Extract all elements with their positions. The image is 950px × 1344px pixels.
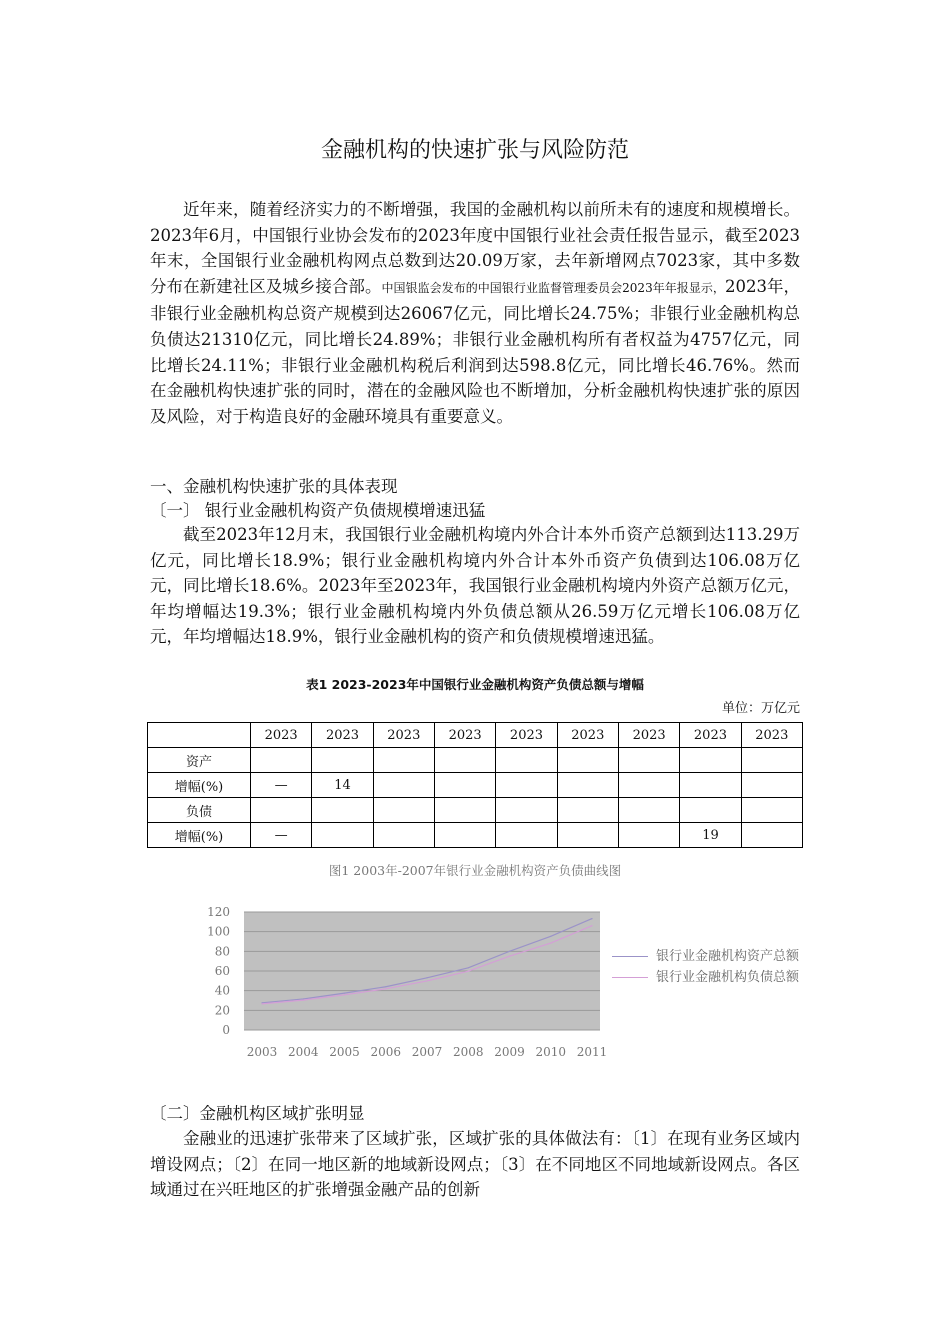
table-row-label: 增幅(%) [148, 773, 251, 798]
table-header-cell: 2023 [373, 723, 434, 748]
table-cell [373, 823, 434, 848]
y-tick-label: 80 [214, 944, 230, 959]
x-tick-label: 2006 [370, 1045, 402, 1059]
series-2-point [344, 994, 345, 995]
series-2-point [468, 971, 469, 972]
table-header-cell [148, 723, 251, 748]
data-table [147, 722, 803, 848]
table-header-cell: 2023 [251, 723, 312, 748]
table-row-label: 资产 [148, 748, 251, 773]
legend-label: 银行业金融机构负债总额 [656, 970, 800, 985]
y-tick-label: 120 [207, 905, 230, 919]
table-cell [496, 823, 557, 848]
series-1-point [426, 977, 427, 978]
series-2-point [550, 942, 551, 943]
y-tick-label: 0 [222, 1023, 230, 1037]
table-cell [496, 773, 557, 798]
x-tick-label: 2009 [494, 1045, 525, 1059]
table-cell [680, 798, 741, 823]
table-cell [373, 773, 434, 798]
series-1-point [385, 986, 386, 987]
series-2-point [303, 1000, 304, 1001]
table-cell [434, 823, 495, 848]
table-row [148, 773, 803, 798]
table-header-cell: 2023 [496, 723, 557, 748]
table-cell [557, 798, 618, 823]
line-chart [196, 898, 616, 1068]
x-tick-label: 2011 [576, 1045, 608, 1059]
series-1-point [550, 936, 551, 937]
series-2-point [591, 925, 592, 926]
table-cell [618, 748, 679, 773]
x-tick-label: 2010 [535, 1045, 567, 1059]
table-cell [434, 748, 495, 773]
intro-small-text: 中国银监会发布的中国银行业监督管理委员会2023年年报显示， [381, 280, 725, 295]
table-cell: — [251, 773, 312, 798]
x-tick-label: 2004 [287, 1045, 319, 1059]
legend-item [612, 967, 799, 988]
y-tick-label: 40 [214, 983, 230, 998]
table-cell: — [251, 823, 312, 848]
table-cell [741, 773, 802, 798]
table-cell [741, 798, 802, 823]
x-tick-label: 2005 [329, 1045, 360, 1059]
subsection-2-paragraph [150, 1126, 800, 1203]
table-row-label: 负债 [148, 798, 251, 823]
table-cell [434, 773, 495, 798]
chart-legend [612, 946, 799, 988]
legend-swatch [612, 956, 648, 957]
intro-main-text: 近年来，随着经济实力的不断增强，我国的金融机构以前所未有的速度和规模增长。2023年6月，中国银行业协会发布的2023年度中国银行业社会责任报告显示，截至2023年末，全国银行业金融机构网点总数到达20.09万家，去年新增网点7023家，其中多数分布在新建社区及城乡接合部。 [150, 200, 800, 296]
subsection-2-text: 金融业的迅速扩张带来了区域扩张，区域扩张的具体做法有：〔1〕在现有业务区域内增设网点；〔2〕在同一地区新的地域新设网点；〔3〕在不同地区不同地域新设网点。各区域通过在兴旺地区的扩张增强金融产品的创新 [150, 1129, 800, 1200]
table-cell [680, 773, 741, 798]
table-header-row [148, 723, 803, 748]
table-cell [741, 748, 802, 773]
document-title: 金融机构的快速扩张与风险防范 [320, 138, 629, 163]
x-tick-label: 2007 [411, 1045, 443, 1059]
intro-rest-text: 2023年，非银行业金融机构总资产规模到达26067亿元，同比增长24.75%；非银行业金融机构总负债达21310亿元，同比增长24.89%；非银行业金融机构所有者权益为4757亿元，同比增长24.11%；非银行业金融机构税后利润到达598.8亿元，同比增长46.76%。然而在金融机构快速扩张的同时，潜在的金融风险也不断增加，分析金融机构快速扩张的原因及风险，对于构造良好的金融环境具有重要意义。 [150, 276, 801, 426]
x-tick-label: 2003 [246, 1045, 278, 1059]
table-cell [496, 748, 557, 773]
table-unit: 单位：万亿元 [721, 701, 800, 716]
table-cell: 19 [680, 823, 741, 848]
subsection-1-paragraph [150, 522, 800, 650]
section-1-heading: 一、金融机构快速扩张的具体表现 [150, 477, 398, 496]
table-cell [557, 773, 618, 798]
table-row-label: 增幅(%) [148, 823, 251, 848]
subsection-1-heading: 〔一〕 银行业金融机构资产负债规模增速迅猛 [150, 501, 486, 520]
legend-swatch [612, 977, 648, 978]
table-header-cell: 2023 [557, 723, 618, 748]
table-row [148, 823, 803, 848]
table-cell [618, 823, 679, 848]
intro-paragraph [150, 197, 800, 429]
y-tick-label: 60 [214, 964, 230, 978]
table-cell [680, 748, 741, 773]
series-2-point [261, 1003, 262, 1004]
figure-caption: 图1 2003年-2007年银行业金融机构资产负债曲线图 [328, 863, 622, 878]
y-tick-label: 20 [214, 1003, 230, 1018]
series-1-point [591, 918, 592, 919]
series-1-point [303, 998, 304, 999]
subsection-2-heading: 〔二〕金融机构区域扩张明显 [150, 1104, 365, 1123]
table-header-cell: 2023 [741, 723, 802, 748]
table-cell [741, 823, 802, 848]
table-cell [618, 798, 679, 823]
table-cell [557, 748, 618, 773]
series-2-point [385, 988, 386, 989]
y-tick-label: 100 [207, 924, 230, 939]
table-header-cell: 2023 [680, 723, 741, 748]
table-cell [251, 798, 312, 823]
table-cell [312, 748, 373, 773]
table-cell [557, 823, 618, 848]
table-cell [312, 798, 373, 823]
subsection-1-text: 截至2023年12月末，我国银行业金融机构境内外合计本外币资产总额到达113.29万亿元，同比增长18.9%；银行业金融机构境内外合计本外币资产负债到达106.08万亿元，同比增长18.6%。2023年至2023年，我国银行业金融机构境内外资产总额万亿元，年均增幅达19.3%；银行业金融机构境内外负债总额从26.59万亿元增长106.08万亿元，年均增幅达18.9%，银行业金融机构的资产和负债规模增速迅猛。 [150, 525, 800, 647]
table-header-cell: 2023 [312, 723, 373, 748]
legend-item [612, 946, 799, 967]
table-cell [434, 798, 495, 823]
legend-label: 银行业金融机构资产总额 [656, 949, 800, 964]
table-cell [618, 773, 679, 798]
series-2-point [509, 956, 510, 957]
table-row [148, 798, 803, 823]
series-2-point [426, 980, 427, 981]
table-cell [373, 798, 434, 823]
table-cell [312, 823, 373, 848]
table-cell [251, 748, 312, 773]
series-1-point [509, 951, 510, 952]
table-header-cell: 2023 [618, 723, 679, 748]
table-title: 表1 2023-2023年中国银行业金融机构资产负债总额与增幅 [306, 677, 644, 692]
table-cell: 14 [312, 773, 373, 798]
table-header-cell: 2023 [434, 723, 495, 748]
table-row [148, 748, 803, 773]
table-cell [373, 748, 434, 773]
table-cell [496, 798, 557, 823]
series-1-point [344, 993, 345, 994]
series-1-point [468, 967, 469, 968]
x-tick-label: 2008 [452, 1045, 484, 1059]
